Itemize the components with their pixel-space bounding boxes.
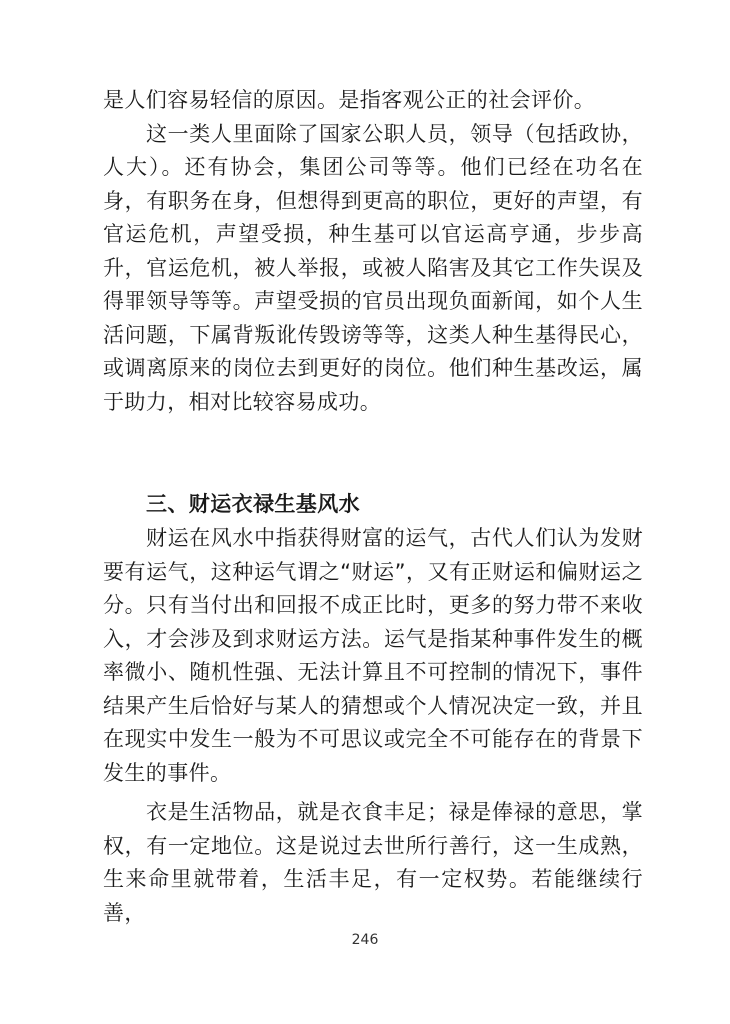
paragraph-wealth-luck: 财运在风水中指获得财富的运气，古代人们认为发财要有运气，这种运气谓之“财运”，又有正财运和偏财运之分。只有当付出和回报不成正比时，更多的努力带不来收入，才会涉及到求财运方法。运气是指某种事件发生的概率微小、随机性强、无法计算且不可控制的情况下，事件结果产生后恰好与某人的猜想或个人情况决定一致，并且在现实中发生一般为不可思议或完全不可能存在的背景下发生的事件。: [103, 526, 643, 785]
paragraph-continuation: 是人们容易轻信的原因。是指客观公正的社会评价。: [103, 88, 596, 112]
body-text-top: [103, 84, 643, 419]
page-number: 246: [351, 932, 379, 948]
paragraph-clothing-salary: 衣是生活物品，就是衣食丰足；禄是俸禄的意思，掌权，有一定地位。这是说过去世所行善行，这一生成熟，生来命里就带着，生活丰足，有一定权势。若能继续行善，: [103, 800, 643, 925]
section-heading: 三、财运衣禄生基风水: [146, 492, 360, 516]
paragraph-officials: 这一类人里面除了国家公职人员，领导（包括政协，人大）。还有协会，集团公司等等。他们已经在功名在身，有职务在身，但想得到更高的职位，更好的声望，有官运危机，声望受损，种生基可以官运高亨通，步步高升，官运危机，被人举报，或被人陷害及其它工作失误及得罪领导等等。声望受损的官员出现负面新闻，如个人生活问题，下属背叛讹传毁谤等等，这类人种生基得民心，或调离原来的岗位去到更好的岗位。他们种生基改运，属于助力，相对比较容易成功。: [103, 121, 643, 414]
body-text-bottom: [103, 522, 643, 930]
